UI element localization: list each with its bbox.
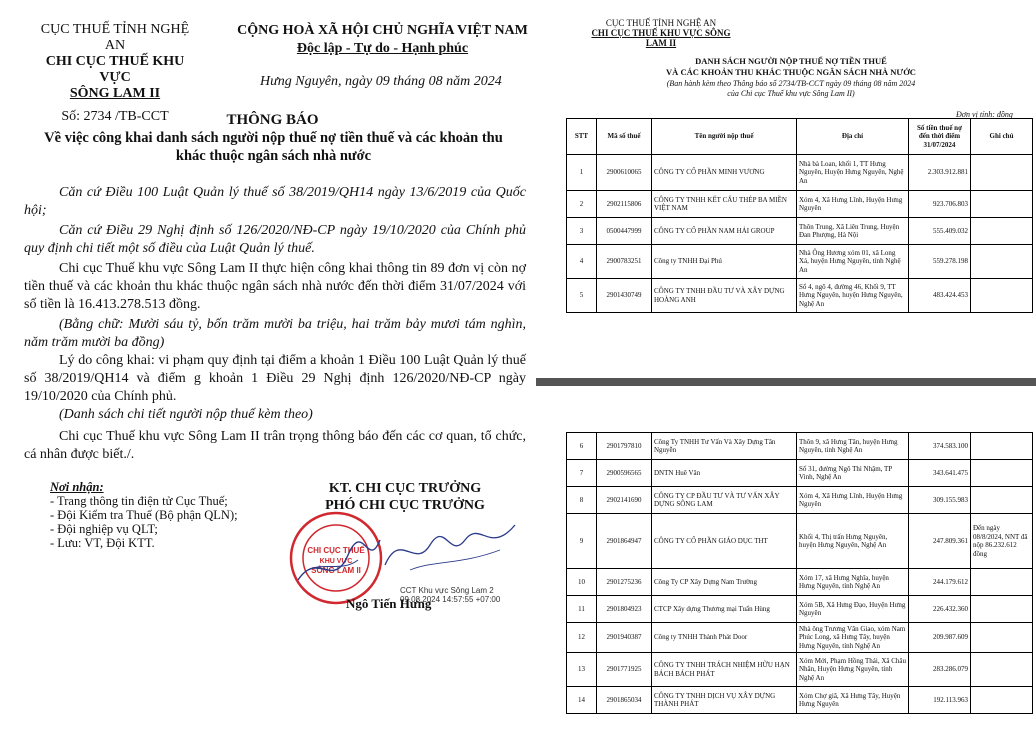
digital-signer: CCT Khu vực Sông Lam 2 xyxy=(400,586,494,595)
legal-basis-2: Căn cứ Điều 29 Nghị định số 126/2020/NĐ-CP ngày 19/10/2020 của Chính phủ quy định chi tiết một số điều của Luật Quản lý thuế. xyxy=(24,223,526,256)
table-row xyxy=(567,653,1033,687)
table-row xyxy=(567,569,1033,596)
signer-name: Ngô Tiến Hưng xyxy=(346,596,432,611)
row-tax-code: 2900610065 xyxy=(597,155,652,191)
row-address: Nhà ông Trương Văn Giao, xóm Nam Phúc Long, xã Hưng Tây, huyện Hưng Nguyên, tỉnh Nghệ An xyxy=(797,623,909,653)
unit-label: Đơn vị tính: đồng xyxy=(956,110,1013,119)
row-debt-amount: 343.641.475 xyxy=(909,460,971,487)
row-taxpayer-name: Công Ty TNHH Tư Vấn Và Xây Dựng Tân Nguyễn xyxy=(652,433,797,460)
row-address: Xóm 17, xã Hưng Nghĩa, huyện Hưng Nguyên, tỉnh Nghệ An xyxy=(797,569,909,596)
row-note xyxy=(971,245,1033,279)
table-row xyxy=(567,155,1033,191)
row-stt: 5 xyxy=(567,279,597,313)
annex-issuer xyxy=(586,18,736,48)
row-address: Số 4, ngõ 4, đường 46, Khối 9, TT Hưng Nguyên, huyện Hưng Nguyên, Nghệ An xyxy=(797,279,909,313)
digital-timestamp: 09.08.2024 14:57:55 +07:00 xyxy=(400,595,501,604)
national-motto: Độc lập - Tự do - Hạnh phúc xyxy=(296,41,469,56)
national-title: CỘNG HOÀ XÃ HỘI CHỦ NGHĨA VIỆT NAM xyxy=(237,23,528,38)
row-debt-amount: 309.155.983 xyxy=(909,487,971,514)
signature-title-2: PHÓ CHI CỤC TRƯỞNG xyxy=(325,498,485,513)
legal-basis-1: Căn cứ Điều 100 Luật Quản lý thuế số 38/2019/QH14 ngày 13/6/2019 của Quốc hội; xyxy=(24,185,526,218)
row-tax-code: 2901797810 xyxy=(597,433,652,460)
row-stt: 12 xyxy=(567,623,597,653)
row-tax-code: 2902141690 xyxy=(597,487,652,514)
row-taxpayer-name: CÔNG TY CỔ PHẦN NAM HẢI GROUP xyxy=(652,218,797,245)
document-number: Số: 2734 /TB-CCT xyxy=(61,109,169,124)
row-tax-code: 2901771925 xyxy=(597,653,652,687)
closing-statement: Chi cục Thuế khu vực Sông Lam II trân trọng thông báo đến các cơ quan, tổ chức, cá nhân được biết./. xyxy=(24,429,526,462)
row-note xyxy=(971,569,1033,596)
row-debt-amount: 559.278.198 xyxy=(909,245,971,279)
annex-title-2: VÀ CÁC KHOẢN THU KHÁC THUỘC NGÂN SÁCH NHÀ NƯỚC xyxy=(666,67,916,77)
row-debt-amount: 247.809.361 xyxy=(909,514,971,569)
row-tax-code: 2901940387 xyxy=(597,623,652,653)
row-debt-amount: 374.583.100 xyxy=(909,433,971,460)
row-note: Đến ngày 08/8/2024, NNT đã nộp 86.232.612 đồng xyxy=(971,514,1033,569)
debtor-table-1 xyxy=(566,118,1033,313)
row-stt: 10 xyxy=(567,569,597,596)
table-row xyxy=(567,460,1033,487)
recipients-block xyxy=(50,480,238,550)
annex-page-1 xyxy=(536,0,1036,378)
row-taxpayer-name: CTCP Xây dựng Thương mại Tuấn Hùng xyxy=(652,596,797,623)
row-address: Số 31, đường Ngô Thì Nhậm, TP Vinh, Nghệ An xyxy=(797,460,909,487)
row-debt-amount: 555.409.032 xyxy=(909,218,971,245)
table-row xyxy=(567,687,1033,714)
row-debt-amount: 226.432.360 xyxy=(909,596,971,623)
annex-subtitle xyxy=(616,79,966,98)
svg-text:KHU VỰC: KHU VỰC xyxy=(319,558,353,565)
debtor-table-2 xyxy=(566,432,1033,714)
attachment-note: (Danh sách chi tiết người nộp thuế kèm theo) xyxy=(59,407,313,422)
row-taxpayer-name: Công Ty CP Xây Dựng Nam Trường xyxy=(652,569,797,596)
issuer-name-2: SÔNG LAM II xyxy=(69,86,161,101)
row-taxpayer-name: CÔNG TY CỔ PHẦN MINH VƯƠNG xyxy=(652,155,797,191)
row-address: Thôn 9, xã Hưng Tân, huyện Hưng Nguyên, tỉnh Nghệ An xyxy=(797,433,909,460)
row-stt: 7 xyxy=(567,460,597,487)
row-address: Khối 4, Thị trấn Hưng Nguyên, huyện Hưng Nguyên, Nghệ An xyxy=(797,514,909,569)
row-address: Nhà Ông Hương xóm 01, xã Long Xá, huyện Hưng Nguyên, tỉnh Nghệ An xyxy=(797,245,909,279)
row-tax-code: 2901275236 xyxy=(597,569,652,596)
table-row xyxy=(567,596,1033,623)
row-tax-code: 2901865034 xyxy=(597,687,652,714)
row-debt-amount: 2.303.912.881 xyxy=(909,155,971,191)
signature-title xyxy=(300,480,510,514)
row-debt-amount: 923.706.803 xyxy=(909,191,971,218)
row-debt-amount: 483.424.453 xyxy=(909,279,971,313)
recipient-item: - Đội Kiểm tra Thuế (Bộ phận QLN); xyxy=(50,508,238,522)
row-note xyxy=(971,460,1033,487)
row-note xyxy=(971,218,1033,245)
table-row xyxy=(567,433,1033,460)
row-note xyxy=(971,623,1033,653)
recipient-item: - Trang thông tin điện tử Cục Thuế; xyxy=(50,494,228,508)
row-tax-code: 2901804923 xyxy=(597,596,652,623)
row-debt-amount: 209.987.609 xyxy=(909,623,971,653)
row-debt-amount: 192.113.963 xyxy=(909,687,971,714)
row-stt: 3 xyxy=(567,218,597,245)
table-header-row xyxy=(567,119,1033,155)
row-debt-amount: 244.179.612 xyxy=(909,569,971,596)
disclosure-reason: Lý do công khai: vi phạm quy định tại điểm a khoản 1 Điều 100 Luật Quản lý thuế số 38/2019/QH14 và điểm g khoản 1 Điều 29 Nghị định 126/2020/NĐ-CP ngày 19/10/2020 của Chính phủ. xyxy=(24,353,526,404)
table-row xyxy=(567,487,1033,514)
row-address: Xóm 4, Xã Hưng Lĩnh, Huyện Hưng Nguyên xyxy=(797,191,909,218)
row-taxpayer-name: DNTN Huê Vân xyxy=(652,460,797,487)
col-header: Số tiền thuế nợ đến thời điểm 31/07/2024 xyxy=(909,119,971,155)
recipients-label: Nơi nhận: xyxy=(50,480,104,494)
table-row xyxy=(567,218,1033,245)
row-note xyxy=(971,596,1033,623)
notice-body: Chi cục Thuế khu vực Sông Lam II thực hiện công khai thông tin 89 đơn vị còn nợ tiền thuế và các khoản thu khác thuộc ngân sách nhà nước đến thời điểm 31/07/2024 với số tiền là 16.413.278.513 đồng. xyxy=(24,261,526,312)
table-row xyxy=(567,279,1033,313)
row-note xyxy=(971,653,1033,687)
row-taxpayer-name: CÔNG TY TNHH ĐẦU TƯ VÀ XÂY DỰNG HOÀNG ANH xyxy=(652,279,797,313)
svg-text:SÔNG LAM II: SÔNG LAM II xyxy=(311,566,361,575)
row-tax-code: 2900783251 xyxy=(597,245,652,279)
annex-page-2 xyxy=(536,386,1036,737)
svg-text:CHI CỤC THUẾ: CHI CỤC THUẾ xyxy=(307,546,365,555)
row-stt: 8 xyxy=(567,487,597,514)
signature-title-1: KT. CHI CỤC TRƯỞNG xyxy=(328,481,482,496)
row-stt: 6 xyxy=(567,433,597,460)
col-header: STT xyxy=(567,119,597,155)
row-address: Thôn Trung, Xã Liên Trung, Huyện Đan Phượng, Hà Nội xyxy=(797,218,909,245)
recipient-item: - Đội nghiệp vụ QLT; xyxy=(50,522,158,536)
official-stamp xyxy=(288,510,384,606)
row-taxpayer-name: CÔNG TY TNHH TRÁCH NHIỆM HỮU HẠN BÁCH BÁCH PHÁT xyxy=(652,653,797,687)
row-address: Xóm 4, Xã Hưng Lĩnh, Huyện Hưng Nguyên xyxy=(797,487,909,514)
row-stt: 1 xyxy=(567,155,597,191)
notice-subtitle-1: Về việc công khai danh sách người nộp thuế nợ tiền thuế và các khoản thu xyxy=(44,130,503,146)
table-row xyxy=(567,245,1033,279)
row-tax-code: 2902115806 xyxy=(597,191,652,218)
row-address: Xóm 5B, Xã Hưng Đạo, Huyện Hưng Nguyên xyxy=(797,596,909,623)
row-stt: 14 xyxy=(567,687,597,714)
row-note xyxy=(971,155,1033,191)
annex-title xyxy=(616,56,966,78)
row-tax-code: 2901864947 xyxy=(597,514,652,569)
table-row xyxy=(567,623,1033,653)
recipient-item: - Lưu: VT, Đội KTT. xyxy=(50,536,155,550)
annex-subtitle-2: của Chi cục Thuế khu vực Sông Lam II) xyxy=(727,88,855,98)
annex-subtitle-1: (Ban hành kèm theo Thông báo số 2734/TB-CCT ngày 09 tháng 08 năm 2024 xyxy=(666,79,916,88)
row-note xyxy=(971,433,1033,460)
row-address: Xóm Chợ giã, Xã Hưng Tây, Huyện Hưng Nguyên xyxy=(797,687,909,714)
place-date: Hưng Nguyên, ngày 09 tháng 08 năm 2024 xyxy=(260,74,502,89)
handwritten-signature xyxy=(380,520,520,580)
col-header: Mã số thuế xyxy=(597,119,652,155)
row-address: Xóm Mới, Phạm Hồng Thái, Xã Châu Nhân, Huyện Hưng Nguyên, tỉnh Nghệ An xyxy=(797,653,909,687)
row-stt: 2 xyxy=(567,191,597,218)
row-note xyxy=(971,687,1033,714)
row-taxpayer-name: Công ty TNHH Đại Phú xyxy=(652,245,797,279)
notice-subtitle-2: khác thuộc ngân sách nhà nước xyxy=(175,148,372,164)
col-header: Tên người nộp thuế xyxy=(652,119,797,155)
row-note xyxy=(971,487,1033,514)
amount-in-words: (Bằng chữ: Mười sáu tỷ, bốn trăm mười ba triệu, hai trăm bảy mươi tám nghìn, năm trăm mười ba đồng) xyxy=(24,317,526,350)
annex-issuer-parent: CỤC THUẾ TỈNH NGHỆ AN xyxy=(605,18,717,28)
row-taxpayer-name: Công ty TNHH Thành Phát Door xyxy=(652,623,797,653)
row-tax-code: 2901430749 xyxy=(597,279,652,313)
national-header xyxy=(230,22,535,58)
table-row xyxy=(567,514,1033,569)
row-note xyxy=(971,279,1033,313)
issuer-header xyxy=(30,22,200,125)
row-stt: 13 xyxy=(567,653,597,687)
row-taxpayer-name: CÔNG TY CỔ PHẦN GIÁO DỤC THT xyxy=(652,514,797,569)
issuer-name: CHI CỤC THUẾ KHU VỰC xyxy=(45,54,185,85)
row-tax-code: 2900596565 xyxy=(597,460,652,487)
row-stt: 11 xyxy=(567,596,597,623)
row-taxpayer-name: CÔNG TY CP ĐẦU TƯ VÀ TƯ VẤN XÂY DỰNG SÔNG LAM xyxy=(652,487,797,514)
row-note xyxy=(971,191,1033,218)
row-taxpayer-name: CÔNG TY TNHH DỊCH VỤ XÂY DỰNG THÀNH PHÁT xyxy=(652,687,797,714)
row-debt-amount: 283.286.079 xyxy=(909,653,971,687)
col-header: Ghi chú xyxy=(971,119,1033,155)
row-tax-code: 0500447999 xyxy=(597,218,652,245)
annex-title-1: DANH SÁCH NGƯỜI NỘP THUẾ NỢ TIỀN THUẾ xyxy=(695,56,887,66)
row-address: Nhà bà Loan, khối 1, TT Hưng Nguyên, Huyện Hưng Nguyên, Nghệ An xyxy=(797,155,909,191)
row-stt: 9 xyxy=(567,514,597,569)
row-taxpayer-name: CÔNG TY TNHH KẾT CẤU THÉP BA MIỀN VIỆT NAM xyxy=(652,191,797,218)
row-stt: 4 xyxy=(567,245,597,279)
page-separator xyxy=(536,378,1036,386)
annex-issuer-name: CHI CỤC THUẾ KHU VỰC SÔNG LAM II xyxy=(591,28,731,48)
issuer-parent: CỤC THUẾ TỈNH NGHỆ AN xyxy=(40,22,190,53)
table-row xyxy=(567,191,1033,218)
col-header: Địa chỉ xyxy=(797,119,909,155)
notice-title: THÔNG BÁO xyxy=(226,112,319,128)
